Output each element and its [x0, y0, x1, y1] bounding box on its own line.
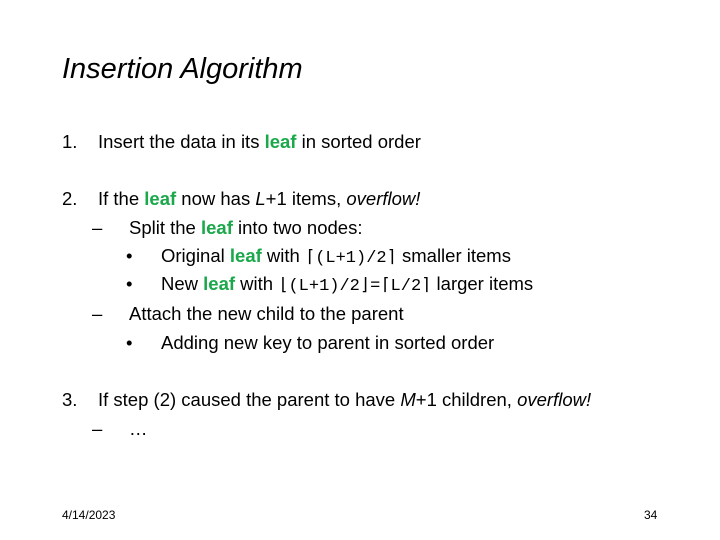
list-marker: 1.	[62, 131, 78, 152]
bullet-marker: •	[126, 245, 133, 266]
list-item-text: New leaf with ⌊(L+1)/2⌋=⌈L/2⌉ larger items	[161, 273, 534, 296]
formula: ⌊(L+1)/2⌋=⌈L/2⌉	[278, 277, 432, 296]
list-item-text: Insert the data in its leaf in sorted order	[98, 131, 421, 152]
list-item-text: Attach the new child to the parent	[129, 303, 404, 324]
bullet-marker: •	[126, 273, 133, 294]
list-marker: 3.	[62, 389, 78, 410]
list-item-text: If the leaf now has L+1 items, overflow!	[98, 188, 421, 209]
dash-marker: –	[92, 418, 103, 439]
list-item-text: Adding new key to parent in sorted order	[161, 332, 495, 353]
slide-title: Insertion Algorithm	[62, 53, 303, 85]
footer-date: 4/14/2023	[62, 508, 116, 522]
list-item-text: …	[129, 418, 148, 439]
dash-marker: –	[92, 217, 103, 238]
bullet-marker: •	[126, 332, 133, 353]
formula: ⌈(L+1)/2⌉	[304, 249, 397, 268]
list-item-text: Split the leaf into two nodes:	[129, 217, 363, 238]
dash-marker: –	[92, 303, 103, 324]
list-item-text: Original leaf with ⌈(L+1)/2⌉ smaller items	[161, 245, 511, 268]
list-item-text: If step (2) caused the parent to have M+1 children, overflow!	[98, 389, 592, 410]
footer-page-number: 34	[644, 508, 658, 522]
list-marker: 2.	[62, 188, 78, 209]
